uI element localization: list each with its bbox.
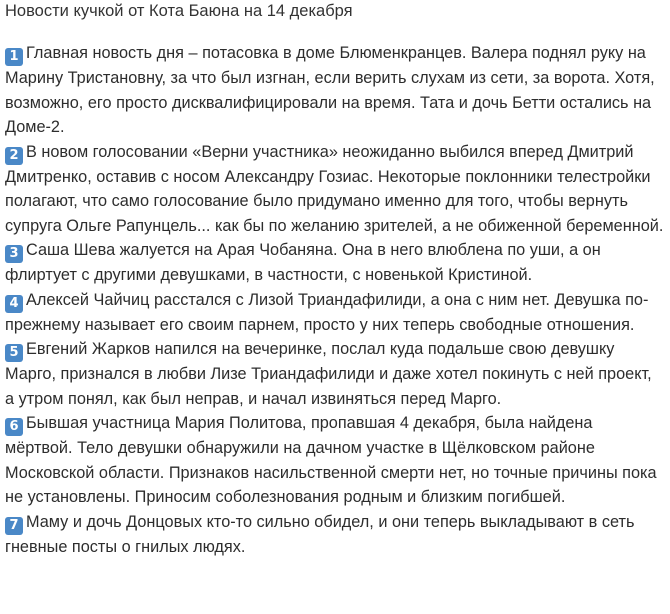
page-title: Новости кучкой от Кота Баюна на 14 декабря: [5, 2, 353, 20]
news-item-text: Бывшая участница Мария Политова, пропавшая 4 декабря, была найдена мёртвой. Тело девушки обнаружили на дачном участке в Щёлковском районе Московской области. Признаков насильственной смерти нет, но точные причины пока не установлены. Приносим соболезнования родным и близким погибшей.: [5, 414, 657, 506]
number-badge-icon: 3: [5, 245, 23, 263]
news-item-text: Евгений Жарков напился на вечеринке, послал куда подальше свою девушку Марго, признался в любви Лизе Триандафилиди и даже хотел покинуть с ней проект, а утром понял, как был неправ, и начал извиняться перед Марго.: [5, 340, 652, 408]
number-badge-icon: 2: [5, 147, 23, 165]
news-item: [5, 510, 664, 560]
number-badge-icon: 5: [5, 344, 23, 362]
news-item-text: В новом голосовании «Верни участника» неожиданно выбился вперед Дмитрий Дмитренко, оставив с носом Александру Гозиас. Некоторые поклонники телестройки полагают, что само голосование было придумано именно для того, чтобы вернуть супруга Ольге Рапунцель... как бы по желанию зрителей, а не обиженной беременной.: [5, 142, 664, 235]
news-item-text: Алексей Чайчиц расстался с Лизой Триандафилиди, а она с ним нет. Девушка по-прежнему называет его своим парнем, просто у них теперь свободные отношения.: [5, 290, 649, 334]
number-badge-icon: 4: [5, 295, 23, 313]
news-item: [5, 411, 664, 510]
news-item: [5, 288, 664, 338]
number-badge-icon: 7: [5, 517, 23, 535]
number-badge-icon: 6: [5, 418, 23, 436]
news-list: [5, 41, 664, 559]
news-item: [5, 41, 664, 140]
news-item: [5, 238, 664, 288]
news-item-text: Маму и дочь Донцовых кто-то сильно обидел, и они теперь выкладывают в сеть гневные посты о гнилых людях.: [5, 512, 635, 556]
news-item: [5, 337, 664, 411]
news-item-text: Главная новость дня – потасовка в доме Блюменкранцев. Валера поднял руку на Марину Тристановну, за что был изгнан, если верить слухам из сети, за ворота. Хотя, возможно, его просто дисквалифицировали на время. Тата и дочь Бетти остались на Доме-2.: [5, 44, 655, 136]
number-badge-icon: 1: [5, 48, 23, 66]
news-item: [5, 140, 664, 239]
news-item-text: Саша Шева жалуется на Арая Чобаняна. Она в него влюблена по уши, а он флиртует с другими девушками, в частности, с новенькой Кристиной.: [5, 241, 601, 284]
